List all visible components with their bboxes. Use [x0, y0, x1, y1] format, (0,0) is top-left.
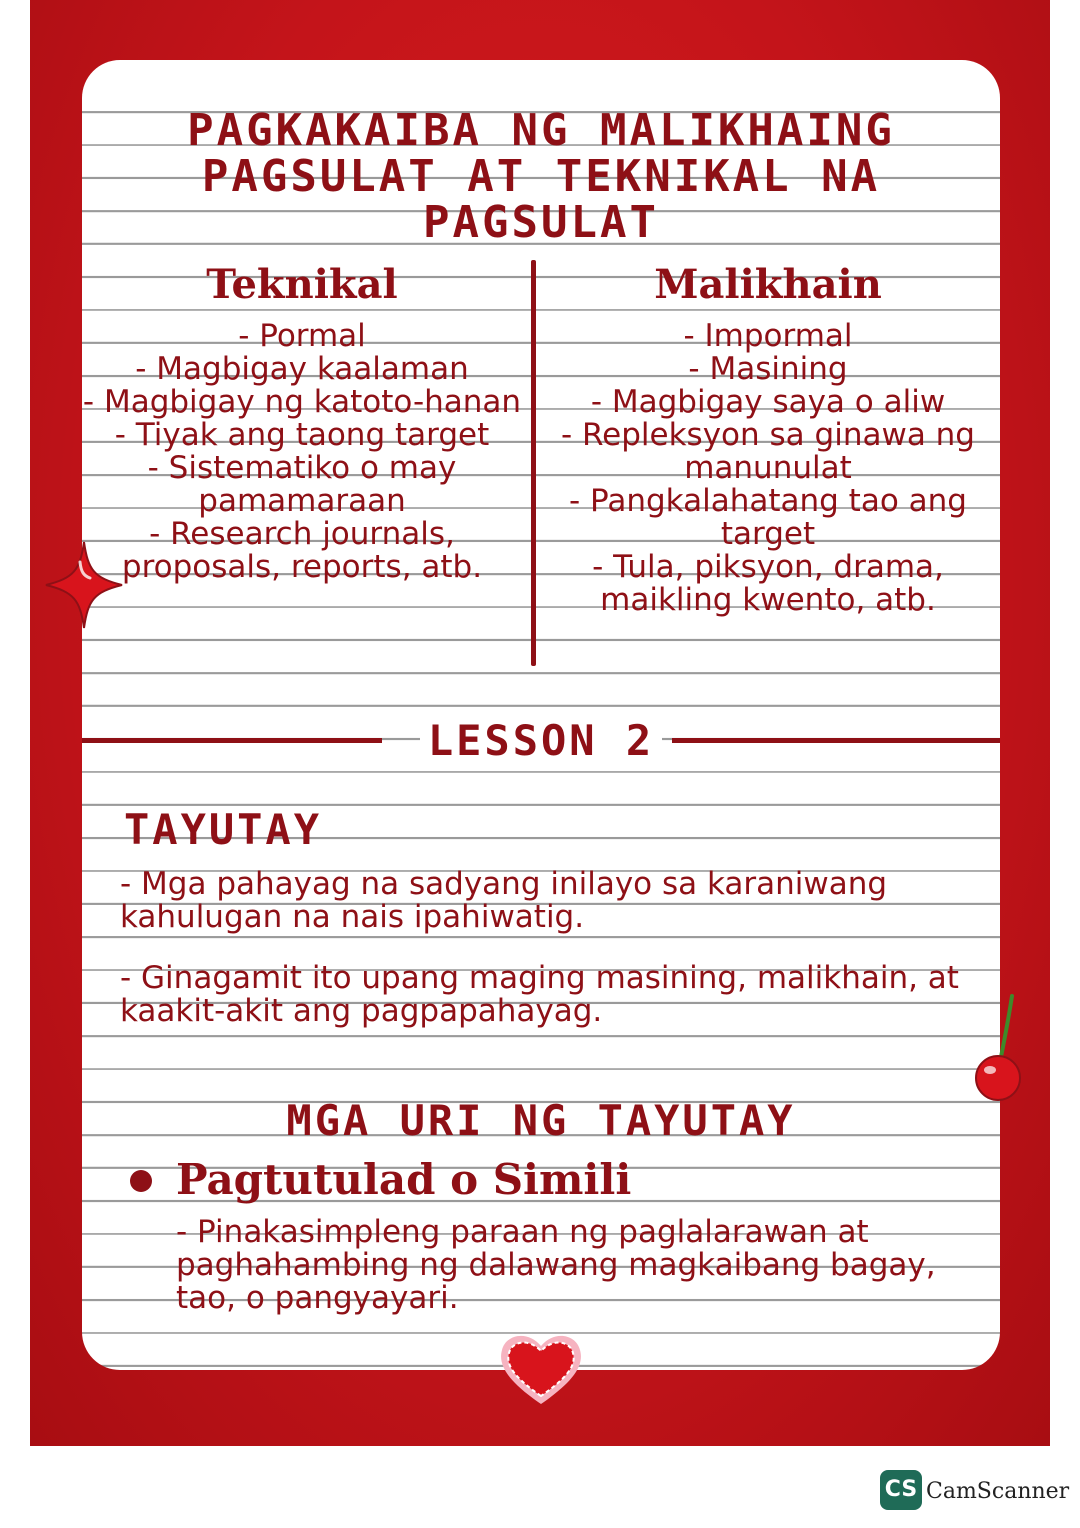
- heart-icon: [496, 1328, 586, 1408]
- malikhain-column: [548, 260, 988, 617]
- lesson-label: LESSON 2: [420, 716, 662, 765]
- malikhain-heading: Malikhain: [654, 261, 882, 308]
- teknikal-column: [82, 260, 522, 584]
- teknikal-heading: Teknikal: [206, 261, 398, 308]
- malikhain-item: - Repleksyon sa ginawa ng manunulat: [560, 417, 975, 486]
- uri-heading: MGA URI NG TAYUTAY: [286, 1096, 796, 1145]
- title-line-3: PAGSULAT: [423, 197, 659, 248]
- camscanner-logo: CS: [880, 1470, 922, 1510]
- simili-description: - Pinakasimpleng paraan ng paglalarawan at paghahambing ng dalawang magkaibang bagay, tao, o pangyayari.: [176, 1214, 936, 1316]
- title-line-1: PAGKAKAIBA NG MALIKHAING: [187, 105, 895, 156]
- malikhain-item: - Magbigay saya o aliw: [590, 384, 946, 420]
- malikhain-item: - Masining: [688, 351, 848, 387]
- teknikal-item: - Research journals, proposals, reports, atb.: [121, 516, 483, 585]
- malikhain-list: [548, 320, 988, 617]
- teknikal-item: - Sistematiko o may pamamaraan: [147, 450, 457, 519]
- lesson-divider: [82, 716, 1000, 766]
- malikhain-item: - Pangkalahatang tao ang target: [569, 483, 967, 552]
- tayutay-purpose: - Ginagamit ito upang maging masining, malikhain, at kaakit-akit ang pagpapahayag.: [120, 960, 959, 1029]
- camscanner-watermark: CamScanner: [926, 1479, 1070, 1504]
- teknikal-item: - Tiyak ang taong target: [114, 417, 490, 453]
- teknikal-list: [82, 320, 522, 584]
- bullet-dot-icon: [130, 1170, 152, 1192]
- tayutay-definition: - Mga pahayag na sadyang inilayo sa karaniwang kahulugan na nais ipahiwatig.: [120, 866, 888, 935]
- title-line-2: PAGSULAT AT TEKNIKAL NA: [201, 151, 881, 202]
- lined-paper: [82, 60, 1000, 1370]
- malikhain-item: - Impormal: [683, 318, 853, 354]
- cherry-icon: [970, 992, 1030, 1104]
- malikhain-item: - Tula, piksyon, drama, maikling kwento, atb.: [592, 549, 944, 618]
- teknikal-item: - Pormal: [238, 318, 366, 354]
- teknikal-item: - Magbigay kaalaman: [135, 351, 469, 387]
- page-title: [82, 105, 1000, 248]
- tayutay-heading: TAYUTAY: [124, 805, 323, 854]
- teknikal-item: - Magbigay ng katoto-hanan: [82, 384, 522, 420]
- column-divider: [531, 260, 536, 666]
- sparkle-star-icon: [44, 540, 124, 630]
- simili-heading: Pagtutulad o Simili: [176, 1155, 632, 1204]
